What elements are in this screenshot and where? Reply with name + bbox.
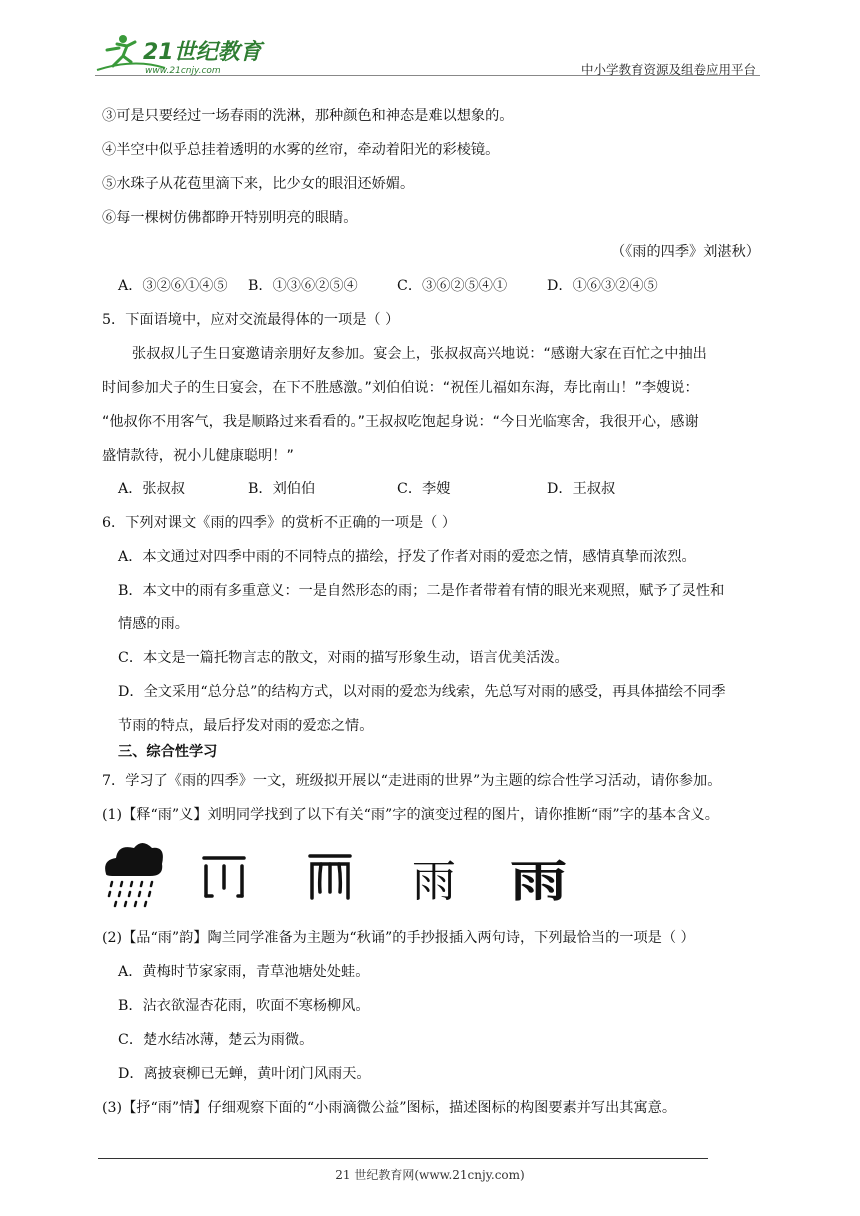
q5-stem: 5．下面语境中，应对交流最得体的一项是（ ） (102, 312, 400, 328)
q6-option-c[interactable]: C．本文是一篇托物言志的散文，对雨的描写形象生动，语言优美活泼。 (118, 650, 569, 666)
q7-part2-option-b[interactable]: B．沾衣欲湿杏花雨，吹面不寒杨柳风。 (118, 998, 370, 1014)
section-heading: 三、综合性学习 (118, 744, 218, 760)
sentence-5: ⑤水珠子从花苞里滴下来，比少女的眼泪还娇媚。 (102, 176, 415, 192)
page-header (95, 30, 760, 80)
sentence-6: ⑥每一棵树仿佛都睁开特别明亮的眼睛。 (102, 210, 358, 226)
q6-option-a[interactable]: A．本文通过对四季中雨的不同特点的描绘，抒发了作者对雨的爱恋之情，感情真挚而浓烈。 (118, 549, 696, 565)
q7-part1: (1)【释“雨”义】刘明同学找到了以下有关“雨”字的演变过程的图片，请你推断“雨”字的基本含义。 (102, 807, 719, 823)
sentence-3: ③可是只要经过一场春雨的洗淋，那种颜色和神态是难以想象的。 (102, 108, 514, 124)
q7-part2-option-d[interactable]: D．离披衰柳已无蝉，黄叶闭门风雨天。 (118, 1066, 371, 1082)
q5-passage-line: 盛情款待，祝小儿健康聪明！” (102, 448, 294, 464)
q7-stem: 7．学习了《雨的四季》一文，班级拟开展以“走进雨的世界”为主题的综合性学习活动，请你参加。 (102, 773, 722, 789)
q4-option-a[interactable]: A．③②⑥①④⑤ (118, 278, 228, 294)
oracle-rain-glyph (204, 858, 244, 896)
sentence-4: ④半空中似乎总挂着透明的水雾的丝帘，牵动着阳光的彩棱镜。 (102, 142, 500, 158)
header-divider (95, 75, 760, 76)
q7-part2: (2)【品“雨”韵】陶兰同学准备为主题为“秋诵”的手抄报插入两句诗，下列最恰当的一项是（ ） (102, 930, 695, 946)
q5-passage-line: 时间参加犬子的生日宴会，在下不胜感激。”刘伯伯说：“祝侄儿福如东海，寿比南山！”李嫂说： (102, 380, 699, 396)
svg-text:21世纪教育: 21世纪教育 (143, 40, 262, 65)
platform-name: 中小学教育资源及组卷应用平台 (580, 62, 756, 77)
q4-option-b[interactable]: B．①③⑥②⑤④ (248, 278, 358, 294)
q5-option-a[interactable]: A．张叔叔 (118, 481, 185, 497)
brand-logo (95, 32, 265, 76)
svg-text:www.21cnjy.com: www.21cnjy.com (145, 66, 221, 76)
q7-part2-option-c[interactable]: C．楚水结冰薄，楚云为雨微。 (118, 1032, 314, 1048)
q7-part2-option-a[interactable]: A．黄梅时节家家雨，青草池塘处处蛙。 (118, 964, 370, 980)
cloud-rain-pictograph (105, 843, 163, 906)
q5-option-b[interactable]: B．刘伯伯 (248, 481, 316, 497)
rain-evolution-figure (100, 836, 580, 916)
q5-option-d[interactable]: D．王叔叔 (547, 481, 616, 497)
q5-passage-line: “他叔你不用客气，我是顺路过来看看的。”王叔叔吃饱起身说：“今日光临寒舍，我很开心，感谢 (102, 414, 699, 430)
q6-option-b[interactable]: B．本文中的雨有多重意义：一是自然形态的雨；二是作者带着有情的眼光来观照，赋予了灵性和 (118, 583, 725, 599)
seal-rain-glyph: 雨 (412, 856, 456, 907)
q4-option-d[interactable]: D．①⑥③②④⑤ (547, 278, 658, 294)
q7-part3: (3)【抒“雨”情】仔细观察下面的“小雨滴微公益”图标，描述图标的构图要素并写出其寓意。 (102, 1100, 677, 1116)
passage-source: （《雨的四季》刘湛秋） (611, 244, 760, 260)
q4-option-c[interactable]: C．③⑥②⑤④① (397, 278, 508, 294)
q5-passage-line: 张叔叔儿子生日宴邀请亲朋好友参加。宴会上，张叔叔高兴地说：“感谢大家在百忙之中抽出 (132, 346, 707, 362)
footer-text: 21 世纪教育网(www.21cnjy.com) (335, 1168, 525, 1182)
q5-option-c[interactable]: C．李嫂 (397, 481, 451, 497)
q6-option-d-cont: 节雨的特点，最后抒发对雨的爱恋之情。 (118, 718, 374, 734)
q6-option-b-cont: 情感的雨。 (118, 616, 189, 632)
bronze-rain-glyph (310, 856, 350, 898)
clerical-rain-glyph: 雨 (509, 856, 568, 908)
q6-option-d[interactable]: D．全文采用“总分总”的结构方式，以对雨的爱恋为线索，先总写对雨的感受，再具体描绘不同季 (118, 684, 726, 700)
q6-stem: 6．下列对课文《雨的四季》的赏析不正确的一项是（ ） (102, 515, 457, 531)
footer-divider (98, 1158, 708, 1159)
